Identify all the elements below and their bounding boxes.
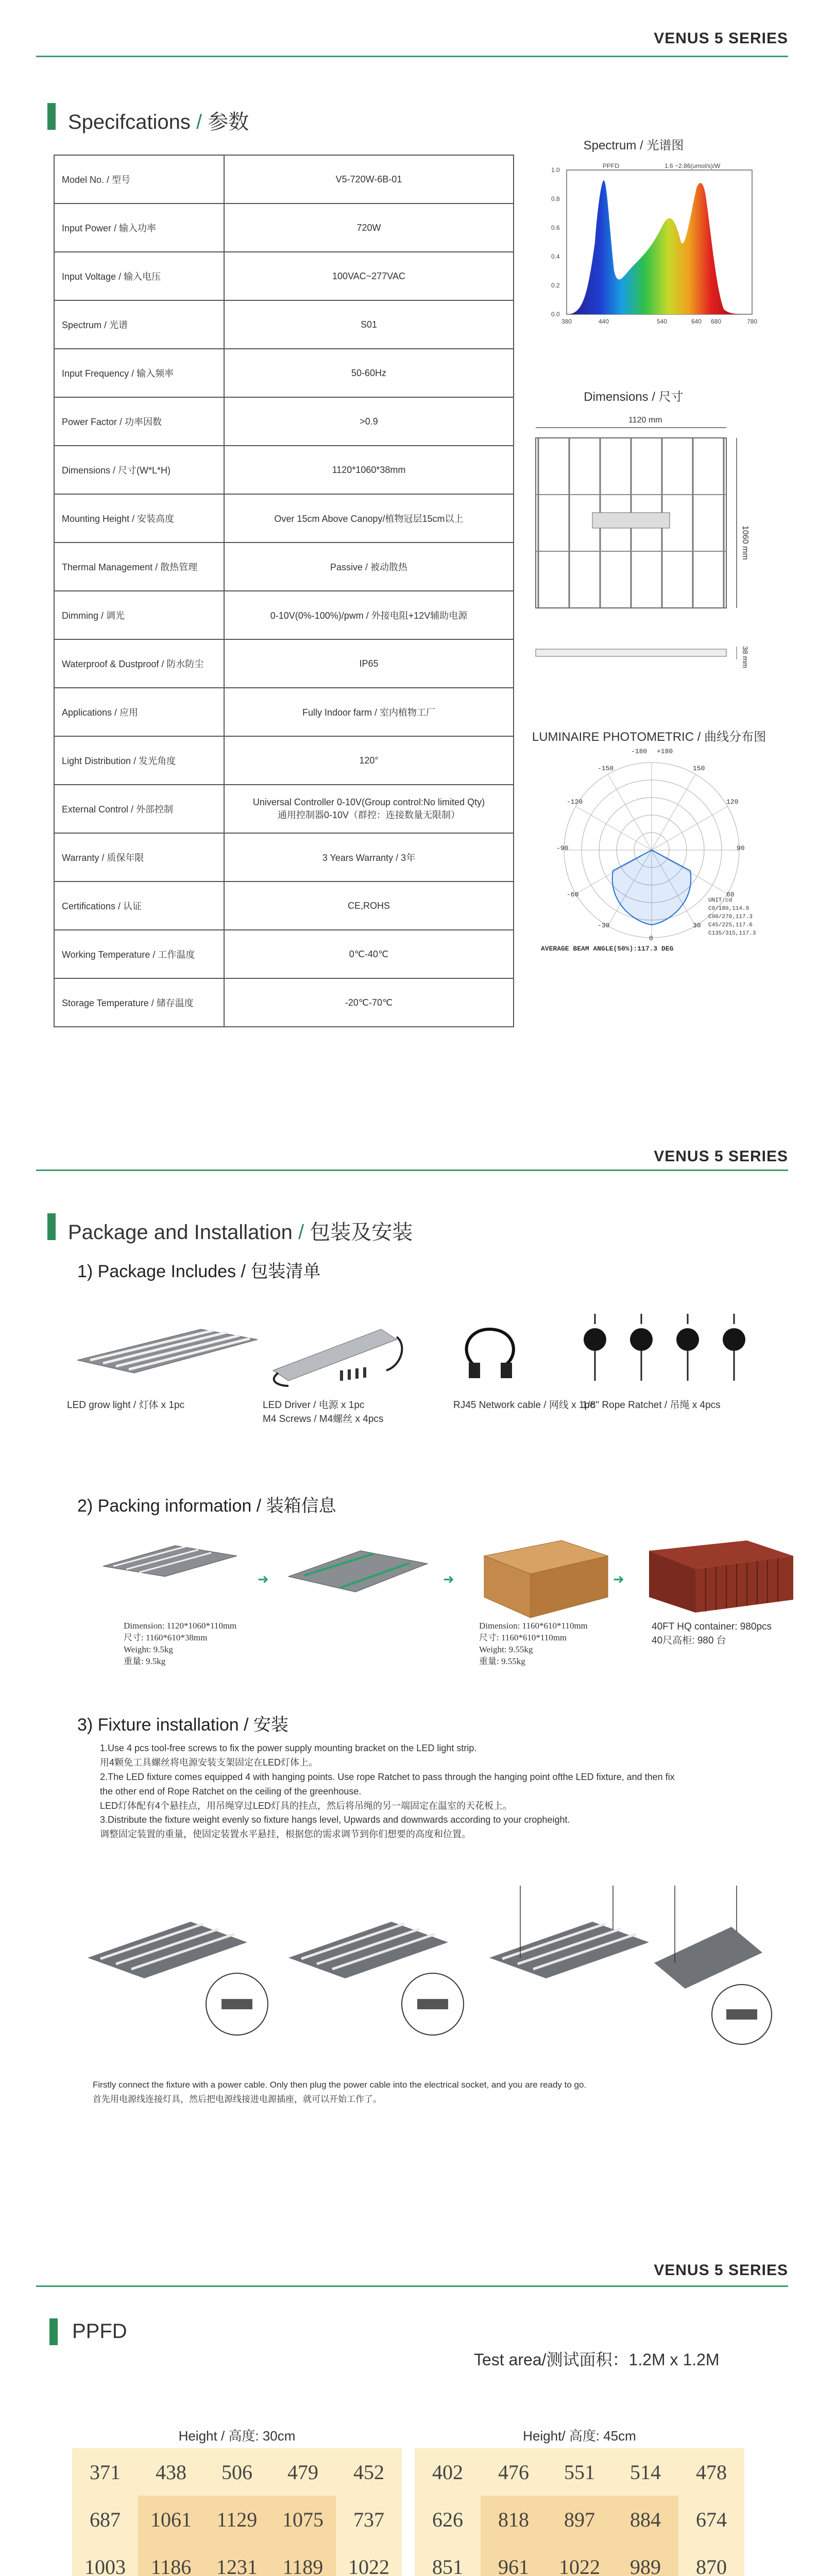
title-en: Package and Installation: [68, 1221, 293, 1244]
spec-row: [54, 930, 514, 978]
package-item-1: LED grow light / 灯体 x 1pc: [67, 1400, 185, 1411]
ppfd-cell: 870: [678, 2543, 744, 2576]
grid-label-30cm: Height / 高度: 30cm: [178, 2428, 296, 2444]
ppfd-cell: 479: [270, 2448, 336, 2496]
package-item-3: RJ45 Network cable / 网线 x 1pc: [453, 1400, 595, 1411]
spec-value: IP65: [224, 639, 514, 688]
ppfd-cell: 1022: [336, 2543, 402, 2576]
spectrum-x-tick: 640: [691, 318, 702, 325]
spec-row: [54, 978, 514, 1027]
polar-beam-angle: AVERAGE BEAM ANGLE(50%):117.3 DEG: [541, 945, 674, 953]
spec-row: [54, 785, 514, 833]
arrow-right-icon: ➜: [613, 1571, 624, 1587]
spec-row: [54, 639, 514, 688]
spec-value: CE,ROHS: [224, 882, 514, 930]
spec-value: V5-720W-6B-01: [224, 155, 514, 204]
ppfd-cell: 478: [678, 2448, 744, 2496]
test-area: Test area/测试面积：1.2M x 1.2M: [474, 2350, 720, 2369]
spec-key: Waterproof & Dustproof / 防水防尘: [54, 639, 224, 688]
spec-row: [54, 204, 514, 252]
spec-row: [54, 833, 514, 882]
spectrum-x-tick: 780: [747, 318, 758, 325]
spectrum-legend-ppfd: PPFD: [603, 162, 620, 170]
polar-angle-label: -90: [556, 844, 569, 852]
spec-key: Certifications / 认证: [54, 882, 224, 930]
spectrum-label: Spectrum / 光谱图: [583, 139, 684, 152]
spec-value: Passive / 被动散热: [224, 543, 514, 591]
spec-value: 720W: [224, 204, 514, 252]
spec-key: Power Factor / 功率因数: [54, 397, 224, 446]
ppfd-cell: 897: [547, 2496, 612, 2543]
driver-box: [592, 513, 670, 528]
spec-row: [54, 349, 514, 397]
title-accent-bar: [47, 103, 56, 130]
spec-row: [54, 300, 514, 349]
ppfd-cell: 514: [612, 2448, 678, 2496]
package-includes-title: 1) Package Includes / 包装清单: [77, 1262, 321, 1281]
ppfd-cell: 851: [415, 2543, 481, 2576]
title-separator: /: [190, 111, 208, 133]
title-cn: 包装及安装: [310, 1221, 413, 1244]
ppfd-cell: 961: [481, 2543, 547, 2576]
ppfd-cell: 884: [612, 2496, 678, 2543]
ppfd-cell: 1075: [270, 2496, 336, 2543]
ppfd-cell: 737: [336, 2496, 402, 2543]
ppfd-cell: 551: [547, 2448, 612, 2496]
dimensions-label: Dimensions / 尺寸: [584, 390, 684, 404]
fixture-installation-title: 3) Fixture installation / 安装: [77, 1715, 289, 1735]
polar-angle-label: -30: [598, 922, 610, 929]
final-instruction-cn: 首先用电源线连接灯具，然后把电源线接进电源插座，就可以开始工作了。: [93, 2094, 382, 2104]
title-accent-bar: [49, 2318, 58, 2345]
series-header: VENUS 5 SERIES: [654, 1148, 788, 1165]
spectrum-x-tick: 440: [599, 318, 609, 325]
package-item-4: 1/8" Rope Ratchet / 吊绳 x 4pcs: [582, 1400, 721, 1411]
spec-key: Dimming / 调光: [54, 591, 224, 639]
spec-key: Input Frequency / 输入频率: [54, 349, 224, 397]
header-divider: [36, 1170, 788, 1171]
carton-box-image: [474, 1520, 613, 1623]
polar-angle-label: 120: [726, 798, 739, 806]
ppfd-cell: 506: [204, 2448, 270, 2496]
spectrum-x-tick: 680: [711, 318, 722, 325]
spectrum-y-tick: 0.2: [551, 282, 560, 289]
header-divider: [36, 56, 788, 57]
grow-light-image: [67, 1309, 263, 1391]
ppfd-cell: 1129: [204, 2496, 270, 2543]
section-title: [68, 1216, 413, 1245]
polar-angle-label: 60: [726, 891, 735, 899]
arrow-right-icon: ➜: [258, 1571, 269, 1587]
spectrum-chart: [546, 160, 773, 335]
spec-value: -20℃-70℃: [224, 978, 514, 1027]
polar-angle-label: 30: [693, 922, 701, 929]
ppfd-cell: 452: [336, 2448, 402, 2496]
spec-key: Input Voltage / 输入电压: [54, 252, 224, 300]
title-cn: 参数: [208, 111, 249, 133]
polar-distribution-curve: [612, 850, 691, 925]
spec-row: [54, 494, 514, 543]
spectrum-curve: [567, 180, 752, 314]
spec-row: [54, 446, 514, 494]
installation-steps-image: [82, 1880, 773, 2050]
polar-legend-entry: C90/270,117.3: [708, 914, 753, 920]
title-accent-bar: [47, 1213, 56, 1240]
spec-key: Spectrum / 光谱: [54, 300, 224, 349]
polar-legend-entry: C0/180,114.9: [708, 906, 749, 912]
spec-row: [54, 688, 514, 736]
spec-value: 50-60Hz: [224, 349, 514, 397]
section-title: [68, 106, 249, 135]
spectrum-x-tick: 540: [657, 318, 668, 325]
spec-key: Working Temperature / 工作温度: [54, 930, 224, 978]
spec-value: 0-10V(0%-100%)/pwm / 外接电阻+12V辅助电源: [224, 591, 514, 639]
spec-row: [54, 882, 514, 930]
photometric-label: LUMINAIRE PHOTOMETRIC / 曲线分布图: [532, 730, 766, 744]
spec-value: >0.9: [224, 397, 514, 446]
spec-value: 100VAC~277VAC: [224, 252, 514, 300]
spectrum-y-tick: 0.8: [551, 195, 560, 202]
arrow-right-icon: ➜: [443, 1571, 454, 1587]
specifications-page: [0, 0, 818, 1118]
shipping-container-image: [644, 1530, 798, 1618]
package-installation-page: [0, 1118, 818, 2195]
packing-info-1: Dimension: 1120*1060*110mm 尺寸: 1160*610*38mm Weight: 9.5kg 重量: 9.5kg: [124, 1621, 237, 1666]
polar-angle-label: -180: [631, 748, 647, 755]
packing-information-title: 2) Packing information / 装箱信息: [77, 1496, 336, 1516]
spec-table: [54, 155, 514, 1027]
packing-folded-image: [283, 1540, 433, 1613]
grid-label-45cm: Height/ 高度: 45cm: [523, 2428, 636, 2444]
spec-key: Input Power / 输入功率: [54, 204, 224, 252]
spec-value: S01: [224, 300, 514, 349]
spec-key: Applications / 应用: [54, 688, 224, 736]
polar-angle-label: 0: [649, 935, 653, 942]
polar-angle-label: +180: [657, 748, 673, 755]
photometric-chart: [531, 747, 773, 979]
spec-value: 120°: [224, 736, 514, 785]
fixture-side-view: [536, 649, 726, 656]
spectrum-y-tick: 1.0: [551, 166, 560, 174]
spec-row: [54, 591, 514, 639]
spec-value: Over 15cm Above Canopy/植物冠层15cm以上: [224, 494, 514, 543]
ppfd-title: PPFD: [72, 2320, 127, 2343]
ppfd-grid-45cm: [415, 2448, 744, 2576]
ppfd-cell: 1022: [547, 2543, 612, 2576]
title-separator: /: [292, 1221, 310, 1244]
ppfd-cell: 1189: [270, 2543, 336, 2576]
ppfd-cell: 402: [415, 2448, 481, 2496]
ppfd-cell: 476: [481, 2448, 547, 2496]
header-divider: [36, 2285, 788, 2287]
dim-height-text: 1060 mm: [741, 526, 749, 560]
spec-value: Fully Indoor farm / 室内植物工厂: [224, 688, 514, 736]
spectrum-y-tick: 0.0: [551, 311, 560, 318]
package-item-2: LED Driver / 电源 x 1pc M4 Screws / M4螺丝 x 4pcs: [263, 1400, 384, 1425]
ppfd-cell: 1186: [138, 2543, 204, 2576]
polar-angle-label: 150: [693, 765, 705, 772]
ppfd-cell: 989: [612, 2543, 678, 2576]
ppfd-cell: 674: [678, 2496, 744, 2543]
packing-light-image: [98, 1540, 242, 1613]
ppfd-cell: 1231: [204, 2543, 270, 2576]
ppfd-cell: 1003: [72, 2543, 138, 2576]
spec-value: 3 Years Warranty / 3年: [224, 833, 514, 882]
spec-row: [54, 397, 514, 446]
dim-width-text: 1120 mm: [628, 416, 662, 425]
polar-legend-entry: UNIT:cd: [708, 897, 732, 904]
packing-info-3: 40FT HQ container: 980pcs 40尺高柜: 980 台: [652, 1621, 772, 1646]
polar-angle-label: -60: [567, 891, 579, 899]
spec-key: Thermal Management / 散热管理: [54, 543, 224, 591]
polar-angle-label: 90: [737, 844, 745, 852]
title-en: Specifcations: [68, 111, 191, 133]
spec-key: Model No. / 型号: [54, 155, 224, 204]
polar-legend-entry: C135/315,117.3: [708, 930, 756, 937]
ppfd-cell: 371: [72, 2448, 138, 2496]
polar-legend-entry: C45/225,117.6: [708, 922, 753, 928]
packing-info-2: Dimension: 1160*610*110mm 尺寸: 1160*610*110mm Weight: 9.55kg 重量: 9.55kg: [479, 1621, 588, 1666]
series-header: VENUS 5 SERIES: [654, 30, 788, 47]
driver-image: [263, 1309, 412, 1391]
spectrum-y-tick: 0.6: [551, 224, 560, 231]
spectrum-x-tick: 380: [561, 318, 572, 325]
ppfd-page: [0, 2195, 818, 2576]
spec-key: Storage Temperature / 储存温度: [54, 978, 224, 1027]
final-instruction-en: Firstly connect the fixture with a power cable. Only then plug the power cable into the electrical socket, and you are ready to go.: [93, 2080, 587, 2090]
ppfd-cell: 626: [415, 2496, 481, 2543]
installation-instructions: 1.Use 4 pcs tool-free screws to fix the power supply mounting bracket on the LED light strip. 用4颗免工具螺丝将电源安装支架固定在LED灯体上。 2.The LED fixture comes equipped 4 with hanging points. Use rope Ratchet to pass through the hanging point ofthe LED fixture, and then fix the other end of Rope Ratchet on the ceiling of the greenhouse. LED灯体配有4个悬挂点，用吊绳穿过LED灯具的挂点，然后将吊绳的另一端固定在温室的天花板上。 3.Distribute the fixture weight evenly so fixture hangs level, Upwards and downwards according to your cropheight. 调整固定装置的重量，使固定装置水平悬挂，根据您的需求调节到你们想要的高度和位置。: [100, 1743, 675, 1840]
spec-value: 0℃-40℃: [224, 930, 514, 978]
ppfd-grid-30cm: [72, 2448, 402, 2576]
spec-row: [54, 736, 514, 785]
spectrum-legend-efficacy: 1.6 ~2.86(umol/s)/W: [664, 162, 721, 170]
ppfd-cell: 438: [138, 2448, 204, 2496]
dimensions-drawing: [520, 407, 773, 685]
spec-key: Warranty / 质保年限: [54, 833, 224, 882]
spec-key: Dimensions / 尺寸(W*L*H): [54, 446, 224, 494]
spec-key: Light Distribution / 发光角度: [54, 736, 224, 785]
spec-value: Universal Controller 0-10V(Group control:No limited Qty) 通用控制器0-10V（群控：连接数量无限制）: [224, 785, 514, 833]
spectrum-y-tick: 0.4: [551, 253, 560, 260]
network-cable-image: [453, 1309, 536, 1391]
ppfd-cell: 818: [481, 2496, 547, 2543]
spec-row: [54, 543, 514, 591]
polar-angle-label: -150: [598, 765, 614, 772]
series-header: VENUS 5 SERIES: [654, 2262, 788, 2279]
polar-angle-label: -120: [567, 798, 583, 806]
spec-key: Mounting Height / 安装高度: [54, 494, 224, 543]
rope-ratchet-image: [572, 1303, 768, 1396]
dim-thickness-text: 38 mm: [741, 646, 749, 668]
ppfd-cell: 1061: [138, 2496, 204, 2543]
spec-value: 1120*1060*38mm: [224, 446, 514, 494]
spec-row: [54, 155, 514, 204]
ppfd-cell: 687: [72, 2496, 138, 2543]
spec-row: [54, 252, 514, 300]
spec-key: External Control / 外部控制: [54, 785, 224, 833]
